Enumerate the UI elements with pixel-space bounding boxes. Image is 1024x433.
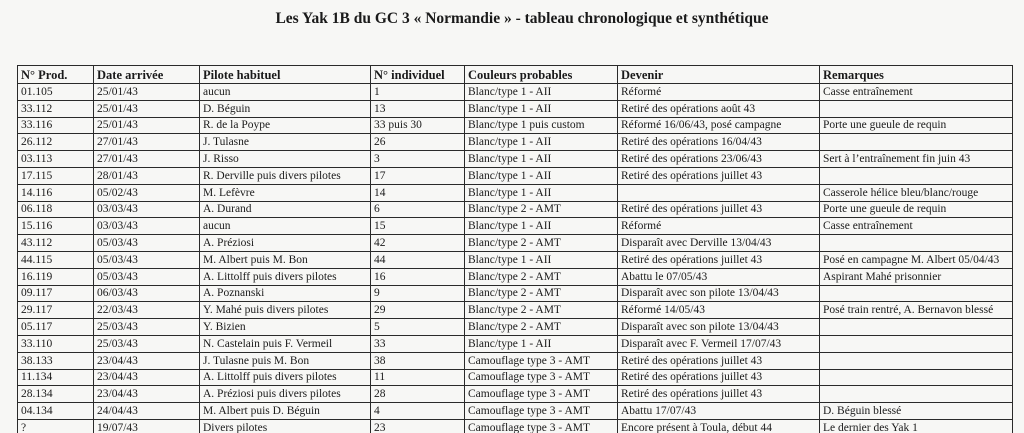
cell-col-couleurs: Blanc/type 1 - AII — [465, 251, 618, 268]
cell-col-prod: 44.115 — [18, 251, 94, 268]
cell-col-devenir: Réformé 16/06/43, posé campagne — [618, 117, 820, 134]
header-row — [18, 66, 1013, 84]
cell-col-prod: 38.133 — [18, 352, 94, 369]
cell-col-devenir: Retiré des opérations août 43 — [618, 100, 820, 117]
cell-col-remarques — [820, 134, 1013, 151]
cell-col-numero: 42 — [371, 235, 465, 252]
table-row — [18, 419, 1013, 433]
cell-col-pilote: J. Tulasne puis M. Bon — [200, 352, 371, 369]
cell-col-devenir: Disparaît avec F. Vermeil 17/07/43 — [618, 335, 820, 352]
cell-col-pilote: A. Poznanski — [200, 285, 371, 302]
cell-col-date-arrivee: 25/03/43 — [94, 319, 200, 336]
cell-col-remarques: Posé en campagne M. Albert 05/04/43 — [820, 251, 1013, 268]
table-row — [18, 184, 1013, 201]
cell-col-date-arrivee: 05/02/43 — [94, 184, 200, 201]
cell-col-numero: 16 — [371, 268, 465, 285]
cell-col-devenir: Retiré des opérations juillet 43 — [618, 201, 820, 218]
cell-col-date-arrivee: 27/01/43 — [94, 151, 200, 168]
cell-col-numero: 6 — [371, 201, 465, 218]
cell-col-numero: 9 — [371, 285, 465, 302]
cell-col-numero: 17 — [371, 167, 465, 184]
cell-col-prod: 33.116 — [18, 117, 94, 134]
cell-col-couleurs: Blanc/type 1 - AII — [465, 151, 618, 168]
cell-col-date-arrivee: 23/04/43 — [94, 352, 200, 369]
page-title: Les Yak 1B du GC 3 « Normandie » - tableau chronologique et synthétique — [275, 10, 769, 27]
cell-col-remarques: Porte une gueule de requin — [820, 201, 1013, 218]
cell-col-pilote: Y. Mahé puis divers pilotes — [200, 302, 371, 319]
table-row — [18, 151, 1013, 168]
table-row — [18, 369, 1013, 386]
cell-col-numero: 11 — [371, 369, 465, 386]
cell-col-numero: 14 — [371, 184, 465, 201]
cell-col-date-arrivee: 05/03/43 — [94, 251, 200, 268]
cell-col-pilote: A. Préziosi — [200, 235, 371, 252]
cell-col-numero: 3 — [371, 151, 465, 168]
header-col-couleurs: Couleurs probables — [465, 66, 618, 84]
header-col-prod: N° Prod. — [18, 66, 94, 84]
cell-col-couleurs: Camouflage type 3 - AMT — [465, 352, 618, 369]
cell-col-date-arrivee: 25/01/43 — [94, 117, 200, 134]
cell-col-couleurs: Blanc/type 2 - AMT — [465, 319, 618, 336]
cell-col-couleurs: Camouflage type 3 - AMT — [465, 386, 618, 403]
cell-col-devenir: Disparaît avec Derville 13/04/43 — [618, 235, 820, 252]
cell-col-devenir: Encore présent à Toula, début 44 — [618, 419, 820, 433]
cell-col-prod: 33.110 — [18, 335, 94, 352]
table-row — [18, 100, 1013, 117]
cell-col-numero: 44 — [371, 251, 465, 268]
table-row — [18, 285, 1013, 302]
cell-col-devenir: Retiré des opérations juillet 43 — [618, 386, 820, 403]
cell-col-remarques: Casse entraînement — [820, 218, 1013, 235]
table-row — [18, 84, 1013, 101]
cell-col-pilote: A. Littolff puis divers pilotes — [200, 369, 371, 386]
cell-col-prod: 33.112 — [18, 100, 94, 117]
table-row — [18, 218, 1013, 235]
table-row — [18, 352, 1013, 369]
cell-col-prod: 04.134 — [18, 403, 94, 420]
cell-col-couleurs: Blanc/type 1 - AII — [465, 100, 618, 117]
cell-col-prod: 15.116 — [18, 218, 94, 235]
table-row — [18, 268, 1013, 285]
cell-col-remarques: D. Béguin blessé — [820, 403, 1013, 420]
cell-col-couleurs: Camouflage type 3 - AMT — [465, 419, 618, 433]
cell-col-remarques: Le dernier des Yak 1 — [820, 419, 1013, 433]
table-row — [18, 117, 1013, 134]
cell-col-couleurs: Blanc/type 2 - AMT — [465, 235, 618, 252]
cell-col-devenir: Réformé — [618, 218, 820, 235]
cell-col-date-arrivee: 22/03/43 — [94, 302, 200, 319]
cell-col-remarques — [820, 285, 1013, 302]
header-col-devenir: Devenir — [618, 66, 820, 84]
cell-col-pilote: aucun — [200, 218, 371, 235]
table-row — [18, 335, 1013, 352]
cell-col-date-arrivee: 23/04/43 — [94, 369, 200, 386]
cell-col-pilote: M. Albert puis D. Béguin — [200, 403, 371, 420]
table-row — [18, 386, 1013, 403]
cell-col-prod: 05.117 — [18, 319, 94, 336]
cell-col-prod: ? — [18, 419, 94, 433]
cell-col-pilote: R. Derville puis divers pilotes — [200, 167, 371, 184]
cell-col-devenir: Retiré des opérations juillet 43 — [618, 352, 820, 369]
cell-col-pilote: A. Littolff puis divers pilotes — [200, 268, 371, 285]
cell-col-numero: 29 — [371, 302, 465, 319]
cell-col-numero: 5 — [371, 319, 465, 336]
cell-col-prod: 16.119 — [18, 268, 94, 285]
cell-col-numero: 33 — [371, 335, 465, 352]
cell-col-numero: 26 — [371, 134, 465, 151]
cell-col-prod: 17.115 — [18, 167, 94, 184]
cell-col-devenir: Retiré des opérations juillet 43 — [618, 251, 820, 268]
cell-col-devenir: Disparaît avec son pilote 13/04/43 — [618, 319, 820, 336]
cell-col-devenir: Abattu le 07/05/43 — [618, 268, 820, 285]
cell-col-remarques: Sert à l’entraînement fin juin 43 — [820, 151, 1013, 168]
cell-col-remarques: Casse entraînement — [820, 84, 1013, 101]
cell-col-date-arrivee: 19/07/43 — [94, 419, 200, 433]
table-row — [18, 235, 1013, 252]
cell-col-date-arrivee: 28/01/43 — [94, 167, 200, 184]
cell-col-date-arrivee: 03/03/43 — [94, 218, 200, 235]
cell-col-date-arrivee: 25/03/43 — [94, 335, 200, 352]
cell-col-prod: 29.117 — [18, 302, 94, 319]
cell-col-numero: 4 — [371, 403, 465, 420]
cell-col-date-arrivee: 03/03/43 — [94, 201, 200, 218]
cell-col-date-arrivee: 23/04/43 — [94, 386, 200, 403]
cell-col-prod: 26.112 — [18, 134, 94, 151]
cell-col-numero: 13 — [371, 100, 465, 117]
cell-col-pilote: J. Tulasne — [200, 134, 371, 151]
yak-table — [17, 65, 1013, 433]
cell-col-numero: 38 — [371, 352, 465, 369]
table-header — [18, 66, 1013, 84]
cell-col-prod: 09.117 — [18, 285, 94, 302]
cell-col-remarques: Posé train rentré, A. Bernavon blessé — [820, 302, 1013, 319]
cell-col-couleurs: Blanc/type 2 - AMT — [465, 302, 618, 319]
cell-col-numero: 1 — [371, 84, 465, 101]
cell-col-devenir: Disparaît avec son pilote 13/04/43 — [618, 285, 820, 302]
cell-col-couleurs: Blanc/type 2 - AMT — [465, 268, 618, 285]
cell-col-prod: 43.112 — [18, 235, 94, 252]
cell-col-remarques: Casserole hélice bleu/blanc/rouge — [820, 184, 1013, 201]
cell-col-remarques: Porte une gueule de requin — [820, 117, 1013, 134]
cell-col-prod: 03.113 — [18, 151, 94, 168]
header-col-numero: N° individuel — [371, 66, 465, 84]
cell-col-couleurs: Blanc/type 1 - AII — [465, 335, 618, 352]
cell-col-remarques — [820, 352, 1013, 369]
cell-col-pilote: J. Risso — [200, 151, 371, 168]
cell-col-prod: 11.134 — [18, 369, 94, 386]
table-row — [18, 134, 1013, 151]
cell-col-prod: 01.105 — [18, 84, 94, 101]
table-row — [18, 201, 1013, 218]
cell-col-couleurs: Blanc/type 2 - AMT — [465, 285, 618, 302]
cell-col-prod: 14.116 — [18, 184, 94, 201]
cell-col-devenir: Réformé 14/05/43 — [618, 302, 820, 319]
cell-col-pilote: D. Béguin — [200, 100, 371, 117]
cell-col-pilote: M. Lefèvre — [200, 184, 371, 201]
cell-col-numero: 15 — [371, 218, 465, 235]
cell-col-numero: 33 puis 30 — [371, 117, 465, 134]
cell-col-devenir: Retiré des opérations juillet 43 — [618, 369, 820, 386]
cell-col-remarques — [820, 369, 1013, 386]
table-row — [18, 319, 1013, 336]
header-col-remarques: Remarques — [820, 66, 1013, 84]
cell-col-couleurs: Blanc/type 1 - AII — [465, 184, 618, 201]
cell-col-remarques — [820, 386, 1013, 403]
cell-col-devenir: Retiré des opérations 23/06/43 — [618, 151, 820, 168]
cell-col-devenir — [618, 184, 820, 201]
cell-col-devenir: Abattu 17/07/43 — [618, 403, 820, 420]
cell-col-remarques — [820, 100, 1013, 117]
cell-col-date-arrivee: 06/03/43 — [94, 285, 200, 302]
cell-col-remarques — [820, 235, 1013, 252]
cell-col-pilote: A. Préziosi puis divers pilotes — [200, 386, 371, 403]
header-col-date-arrivee: Date arrivée — [94, 66, 200, 84]
cell-col-remarques — [820, 167, 1013, 184]
cell-col-prod: 06.118 — [18, 201, 94, 218]
cell-col-date-arrivee: 05/03/43 — [94, 235, 200, 252]
cell-col-couleurs: Blanc/type 1 - AII — [465, 84, 618, 101]
cell-col-devenir: Retiré des opérations juillet 43 — [618, 167, 820, 184]
cell-col-couleurs: Blanc/type 1 - AII — [465, 167, 618, 184]
cell-col-couleurs: Camouflage type 3 - AMT — [465, 403, 618, 420]
cell-col-devenir: Retiré des opérations 16/04/43 — [618, 134, 820, 151]
cell-col-numero: 23 — [371, 419, 465, 433]
cell-col-pilote: Divers pilotes — [200, 419, 371, 433]
cell-col-remarques — [820, 335, 1013, 352]
cell-col-date-arrivee: 25/01/43 — [94, 84, 200, 101]
cell-col-date-arrivee: 27/01/43 — [94, 134, 200, 151]
cell-col-pilote: R. de la Poype — [200, 117, 371, 134]
header-col-pilote: Pilote habituel — [200, 66, 371, 84]
cell-col-numero: 28 — [371, 386, 465, 403]
cell-col-couleurs: Blanc/type 1 puis custom — [465, 117, 618, 134]
cell-col-date-arrivee: 05/03/43 — [94, 268, 200, 285]
cell-col-pilote: Y. Bizien — [200, 319, 371, 336]
cell-col-date-arrivee: 25/01/43 — [94, 100, 200, 117]
cell-col-devenir: Réformé — [618, 84, 820, 101]
cell-col-couleurs: Blanc/type 2 - AMT — [465, 201, 618, 218]
cell-col-remarques — [820, 319, 1013, 336]
table-row — [18, 403, 1013, 420]
table-row — [18, 167, 1013, 184]
cell-col-pilote: N. Castelain puis F. Vermeil — [200, 335, 371, 352]
cell-col-couleurs: Blanc/type 1 - AII — [465, 218, 618, 235]
cell-col-prod: 28.134 — [18, 386, 94, 403]
table-body — [18, 84, 1013, 433]
cell-col-pilote: M. Albert puis M. Bon — [200, 251, 371, 268]
table-row — [18, 251, 1013, 268]
cell-col-pilote: aucun — [200, 84, 371, 101]
cell-col-couleurs: Camouflage type 3 - AMT — [465, 369, 618, 386]
table-row — [18, 302, 1013, 319]
cell-col-date-arrivee: 24/04/43 — [94, 403, 200, 420]
cell-col-pilote: A. Durand — [200, 201, 371, 218]
cell-col-remarques: Aspirant Mahé prisonnier — [820, 268, 1013, 285]
cell-col-couleurs: Blanc/type 1 - AII — [465, 134, 618, 151]
